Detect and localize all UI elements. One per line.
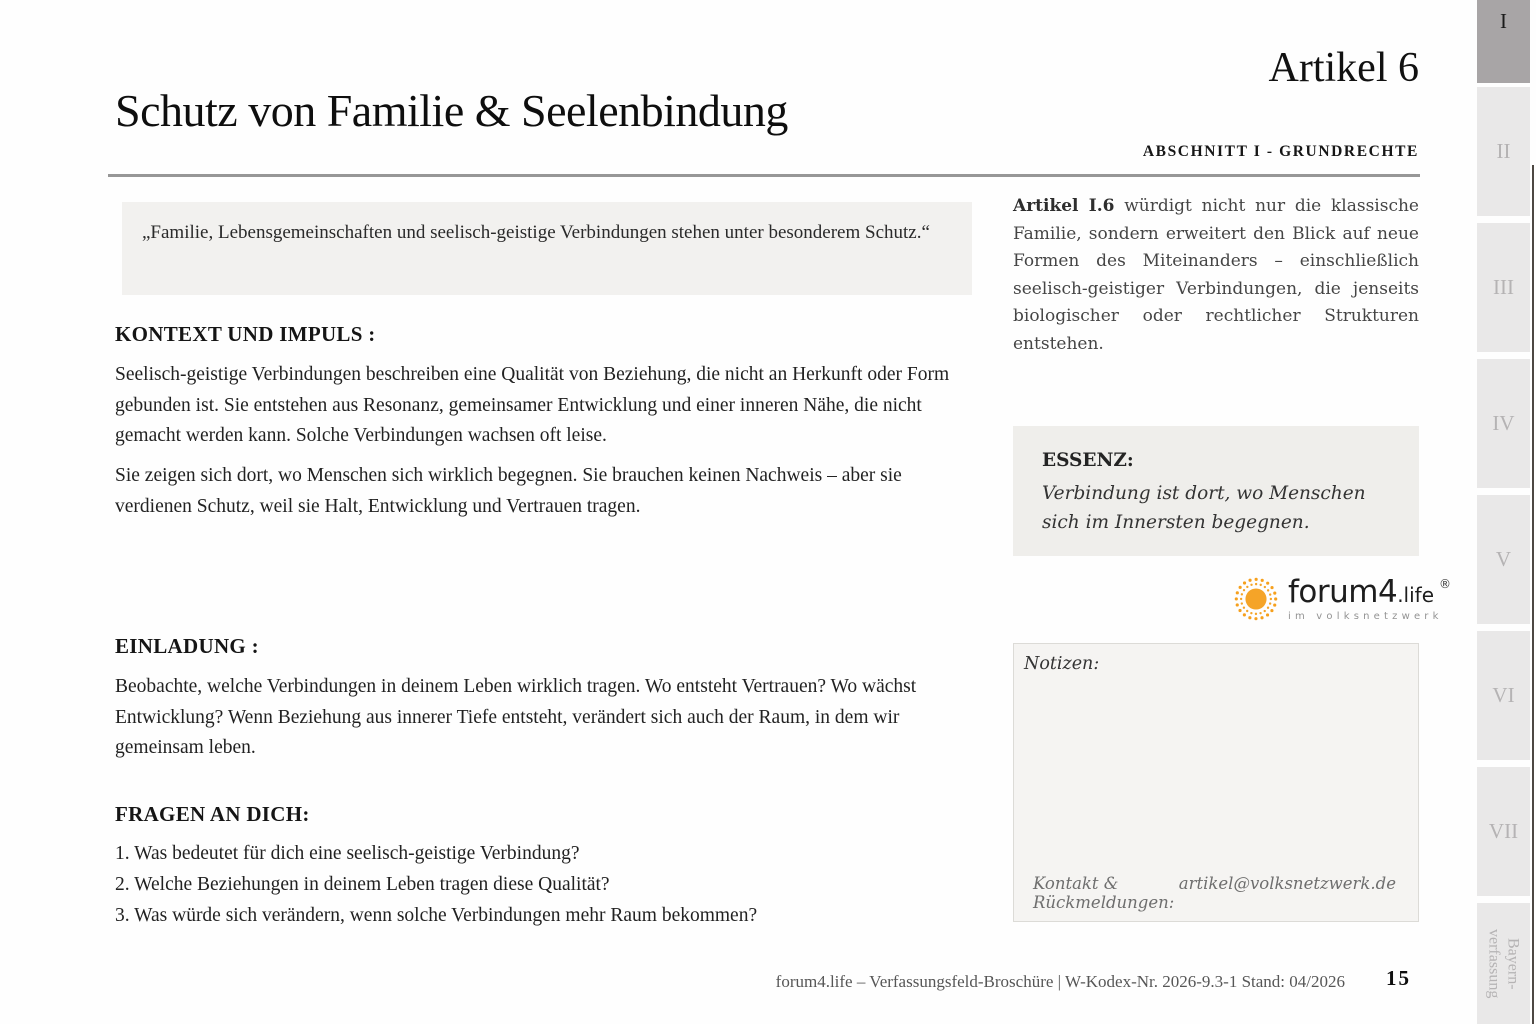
logo-tagline: im volksnetzwerk <box>1288 611 1443 622</box>
sidebar-tab-bayern-verfassung[interactable] <box>1477 903 1530 1024</box>
logo-wordmark-main: forum4 <box>1288 574 1398 610</box>
essenz-heading: ESSENZ: <box>1042 450 1134 471</box>
artikel-reference-text: würdigt nicht nur die klassische Familie, sondern erweitert den Blick auf neue Formen des Miteinanders – einschließlich seelisch-geistiger Verbindungen, die jenseits biologischer oder rechtlicher Strukturen entstehen. <box>1013 196 1419 354</box>
essenz-box <box>1013 426 1419 556</box>
quote-text: „Familie, Lebensgemeinschaften und seelisch-geistige Verbindungen stehen unter besonderem Schutz.“ <box>142 222 930 243</box>
sidebar-tab-label: III <box>1493 275 1514 299</box>
footer-imprint: forum4.life – Verfassungsfeld-Broschüre | W-Kodex-Nr. 2026-9.3-1 Stand: 04/2026 <box>775 972 1345 991</box>
sidebar-tab-label: I <box>1500 9 1507 33</box>
section-label: ABSCHNITT I - GRUNDRECHTE <box>1142 143 1419 160</box>
sidebar-tab-section-7[interactable] <box>1477 767 1530 896</box>
fragen-item-2: 2. Welche Beziehungen in deinem Leben tragen diese Qualität? <box>115 874 610 895</box>
page-edge-shadow <box>1532 165 1534 1024</box>
einladung-heading: EINLADUNG : <box>115 634 259 658</box>
contact-label: Kontakt & Rückmeldungen: <box>1033 874 1175 912</box>
sidebar-tab-label: Bayern-verfassung <box>1485 928 1522 999</box>
sidebar-tab-label: VI <box>1492 683 1515 707</box>
notes-box <box>1013 643 1419 922</box>
sidebar-tab-label: VII <box>1488 819 1519 843</box>
sidebar-tab-section-2[interactable] <box>1477 87 1530 216</box>
registered-trademark-icon: ® <box>1439 577 1452 591</box>
fragen-list <box>115 838 972 931</box>
sidebar-tab-section-5[interactable] <box>1477 495 1530 624</box>
kontext-paragraph-2: Sie zeigen sich dort, wo Menschen sich wirklich begegnen. Sie brauchen keinen Nachweis – aber sie verdienen Schutz, weil sie Halt, Entwicklung und Vertrauen tragen. <box>115 465 902 517</box>
notes-label: Notizen: <box>1024 654 1100 674</box>
sidebar-tab-label: V <box>1495 547 1512 571</box>
kontext-heading: KONTEXT UND IMPULS : <box>115 322 376 346</box>
artikel-reference-label: Artikel I.6 <box>1013 196 1115 216</box>
quote-box <box>122 202 972 295</box>
logo-text-block <box>1288 574 1451 622</box>
sidebar-tab-label: IV <box>1492 411 1515 435</box>
page-title: Schutz von Familie & Seelenbindung <box>115 85 788 136</box>
fragen-heading: FRAGEN AN DICH: <box>115 802 310 826</box>
fragen-item-3: 3. Was würde sich verändern, wenn solche Verbindungen mehr Raum bekommen? <box>115 905 758 926</box>
sidebar-tab-label: II <box>1496 139 1511 163</box>
sidebar-tab-section-4[interactable] <box>1477 359 1530 488</box>
contact-email-link[interactable]: artikel@volksnetzwerk.de <box>1178 874 1396 893</box>
article-number-heading: Artikel 6 <box>1268 45 1419 91</box>
contact-row <box>1033 874 1396 912</box>
sidebar-tab-section-3[interactable] <box>1477 223 1530 352</box>
sun-logo-icon <box>1232 575 1280 628</box>
header-divider <box>108 174 1420 177</box>
sidebar-tab-section-6[interactable] <box>1477 631 1530 760</box>
essenz-text: Verbindung ist dort, wo Menschen sich im Innersten begegnen. <box>1042 483 1366 533</box>
fragen-item-1: 1. Was bedeutet für dich eine seelisch-geistige Verbindung? <box>115 843 580 864</box>
einladung-paragraph: Beobachte, welche Verbindungen in deinem Leben wirklich tragen. Wo entsteht Vertrauen? Wo wächst Entwicklung? Wenn Beziehung aus innerer Tiefe entsteht, verändert sich auch der Raum, in dem wir gemeinsam leben. <box>115 676 917 758</box>
logo-wordmark-suffix: .life <box>1397 583 1435 607</box>
artikel-reference-paragraph <box>1013 193 1419 358</box>
forum4life-logo <box>1232 574 1452 628</box>
kontext-paragraph-1: Seelisch-geistige Verbindungen beschreiben eine Qualität von Beziehung, die nicht an Herkunft oder Form gebunden ist. Sie entstehen aus Resonanz, gemeinsamer Entwicklung und einer inneren Nähe, die nicht gemacht werden kann. Solche Verbindungen wachsen oft leise. <box>115 364 950 446</box>
sidebar-tab-section-1[interactable] <box>1477 0 1530 83</box>
page-number: 15 <box>1386 966 1411 990</box>
